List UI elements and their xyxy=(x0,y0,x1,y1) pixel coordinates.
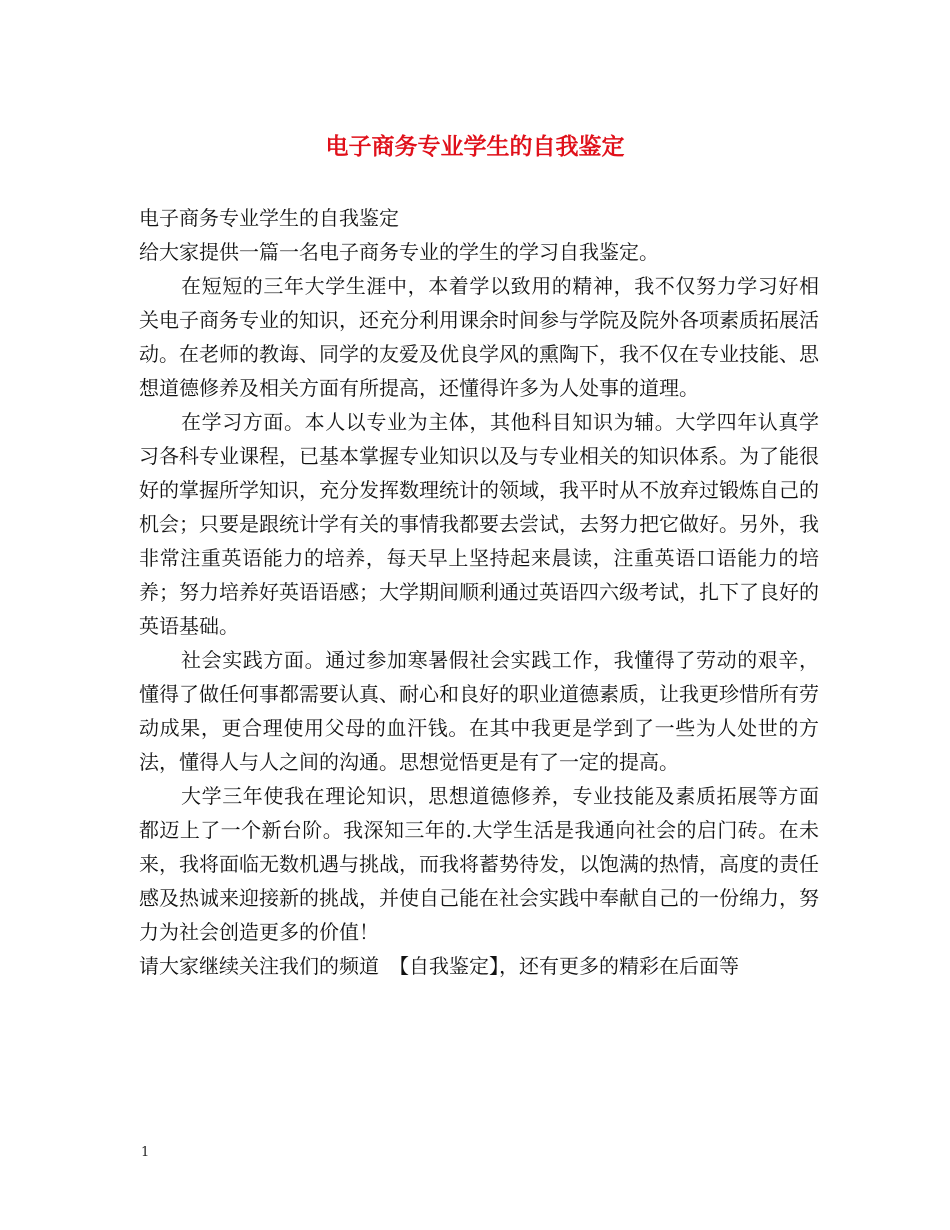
paragraph-overview: 在短短的三年大学生涯中，本着学以致用的精神，我不仅努力学习好相关电子商务专业的知识，还充分利用课余时间参与学院及院外各项素质拓展活动。在老师的教诲、同学的友爱及优良学风的熏陶下，我不仅在专业技能、思想道德修养及相关方面有所提高，还懂得许多为人处事的道理。 xyxy=(139,274,819,400)
document-body xyxy=(139,201,819,983)
intro-line: 给大家提供一篇一名电子商务专业的学生的学习自我鉴定。 xyxy=(139,240,659,264)
document-subtitle: 电子商务专业学生的自我鉴定 xyxy=(139,206,399,230)
closing-line: 请大家继续关注我们的频道 【自我鉴定】，还有更多的精彩在后面等 xyxy=(139,954,739,978)
paragraph-study: 在学习方面。本人以专业为主体，其他科目知识为辅。大学四年认真学习各科专业课程，已基本掌握专业知识以及与专业相关的知识体系。为了能很好的掌握所学知识，充分发挥数理统计的领域，我平时从不放弃过锻炼自己的机会；只要是跟统计学有关的事情我都要去尝试，去努力把它做好。另外，我非常注重英语能力的培养，每天早上坚持起来晨读，注重英语口语能力的培养；努力培养好英语语感；大学期间顺利通过英语四六级考试，扎下了良好的英语基础。 xyxy=(139,410,819,638)
document-title: 电子商务专业学生的自我鉴定 xyxy=(325,134,625,160)
paragraph-summary: 大学三年使我在理论知识，思想道德修养，专业技能及素质拓展等方面都迈上了一个新台阶。我深知三年的.大学生活是我通向社会的启门砖。在未来，我将面临无数机遇与挑战，而我将蓄势待发，以饱满的热情，高度的责任感及热诚来迎接新的挑战，并使自己能在社会实践中奉献自己的一份绵力，努力为社会创造更多的价值！ xyxy=(139,784,819,944)
page-number: 1 xyxy=(141,1145,150,1160)
paragraph-social-practice: 社会实践方面。通过参加寒暑假社会实践工作，我懂得了劳动的艰辛，懂得了做任何事都需要认真、耐心和良好的职业道德素质，让我更珍惜所有劳动成果，更合理使用父母的血汗钱。在其中我更是学到了一些为人处世的方法，懂得人与人之间的沟通。思想觉悟更是有了一定的提高。 xyxy=(139,648,819,774)
